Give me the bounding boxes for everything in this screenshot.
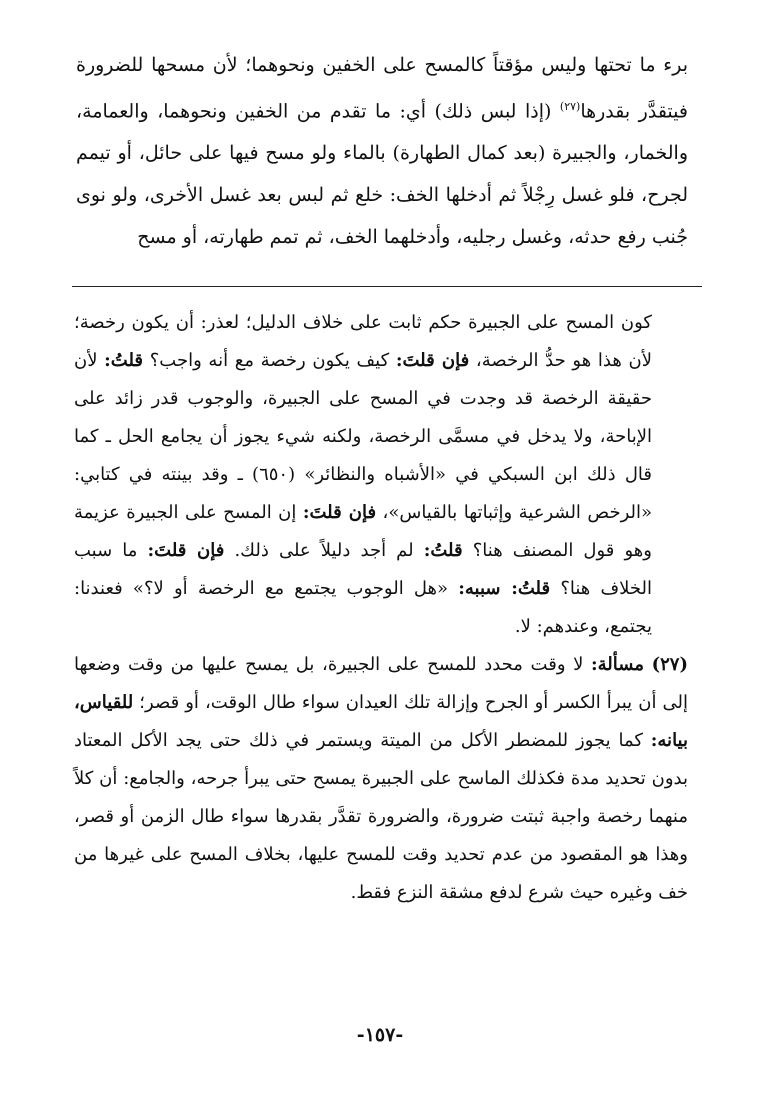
footnote-divider [72,286,702,287]
fn-bold-label: فإن قلتَ: [395,350,470,371]
main-text-part-2: (إذا لبس ذلك) أي: ما تقدم من الخفين ونحوهما، والعمامة، والخمار، والجبيرة (بعد كمال الطهارة) بالماء ولو مسح فيها على حائل، أو تيمم لجرح، فلو غسل رِجْلاً ثم أدخلها الخف: خلع ثم لبس بعد غسل الأخرى، ولو نوى جُنب رفع حدثه، وغسل رجليه، وأدخلهما الخف، ثم تمم طهارته، أو مسح [76,100,688,249]
footnote-number: (٢٧) [651,654,688,675]
fn-bold-label: فإن قلتَ: [147,540,225,561]
fn-bold-label: قلتُ: سببه: [458,578,551,599]
fn-text: ما سبب الخلاف هنا؟ [74,540,652,599]
footnotes-section [74,304,688,912]
footnote-continued [74,304,688,646]
fn-text: لأن حقيقة الرخصة قد وجدت في المسح على الجبيرة، والوجوب قدر زائد على الإباحة، ولا يدخل في مسمَّى الرخصة، ولكنه شيء يجوز أن يجامع الحل ـ كما قال ذلك ابن السبكي في «الأشباه والنظائر» (٦٥٠) ـ وقد بينته في كتابي: «الرخص الشرعية وإثباتها بالقياس»، [74,350,653,523]
fn-text: لم أجد دليلاً على ذلك. [224,540,424,561]
fn-bold-label: فإن قلتَ: [302,502,377,523]
footnote-27 [74,646,688,912]
fn-heading: مسألة: [591,654,644,675]
page-number: -١٥٧- [356,1024,404,1046]
fn-text: لا وقت محدد للمسح على الجبيرة، بل يمسح عليها من وقت وضعها إلى أن يبرأ الكسر أو الجرح وإزالة تلك العيدان سواء طال الوقت، أو قصر؛ [74,654,688,713]
fn-bold-label: قلتُ: [423,540,463,561]
fn-bold-label: للقياس، بيانه: [74,692,688,751]
footnote-reference[interactable]: (٢٧) [559,100,581,113]
fn-text: كيف يكون رخصة مع أنه واجب؟ [143,350,396,371]
main-text [76,44,688,258]
fn-text: «هل الوجوب يجتمع مع الرخصة أو لا؟» فعندنا: يجتمع، وعندهم: لا. [74,578,652,637]
fn-text: كون المسح على الجبيرة حكم ثابت على خلاف الدليل؛ لعذر: أن يكون رخصة؛ لأن هذا هو حدُّ الرخصة، [74,312,652,371]
fn-bold-label: قلتُ: [104,350,144,371]
fn-text: كما يجوز للمضطر الأكل من الميتة ويستمر في ذلك حتى يجد الأكل المعتاد بدون تحديد مدة فكذلك الماسح على الجبيرة يمسح حتى يبرأ جرحه، والجامع: أن كلاً منهما رخصة واجبة ثبتت ضرورة، والضرورة تقدَّر بقدرها سواء طال الزمن أو قصر، وهذا هو المقصود من عدم تحديد وقت للمسح عليها، بخلاف المسح على غيرها من خف وغيره حيث شرع لدفع مشقة النزع فقط. [74,730,688,903]
fn-text: إن المسح على الجبيرة عزيمة وهو قول المصنف هنا؟ [74,502,652,561]
main-text-part-1: برء ما تحتها وليس مؤقتاً كالمسح على الخفين ونحوهما؛ لأن مسحها للضرورة فيتقدَّر بقدرها [76,54,688,123]
